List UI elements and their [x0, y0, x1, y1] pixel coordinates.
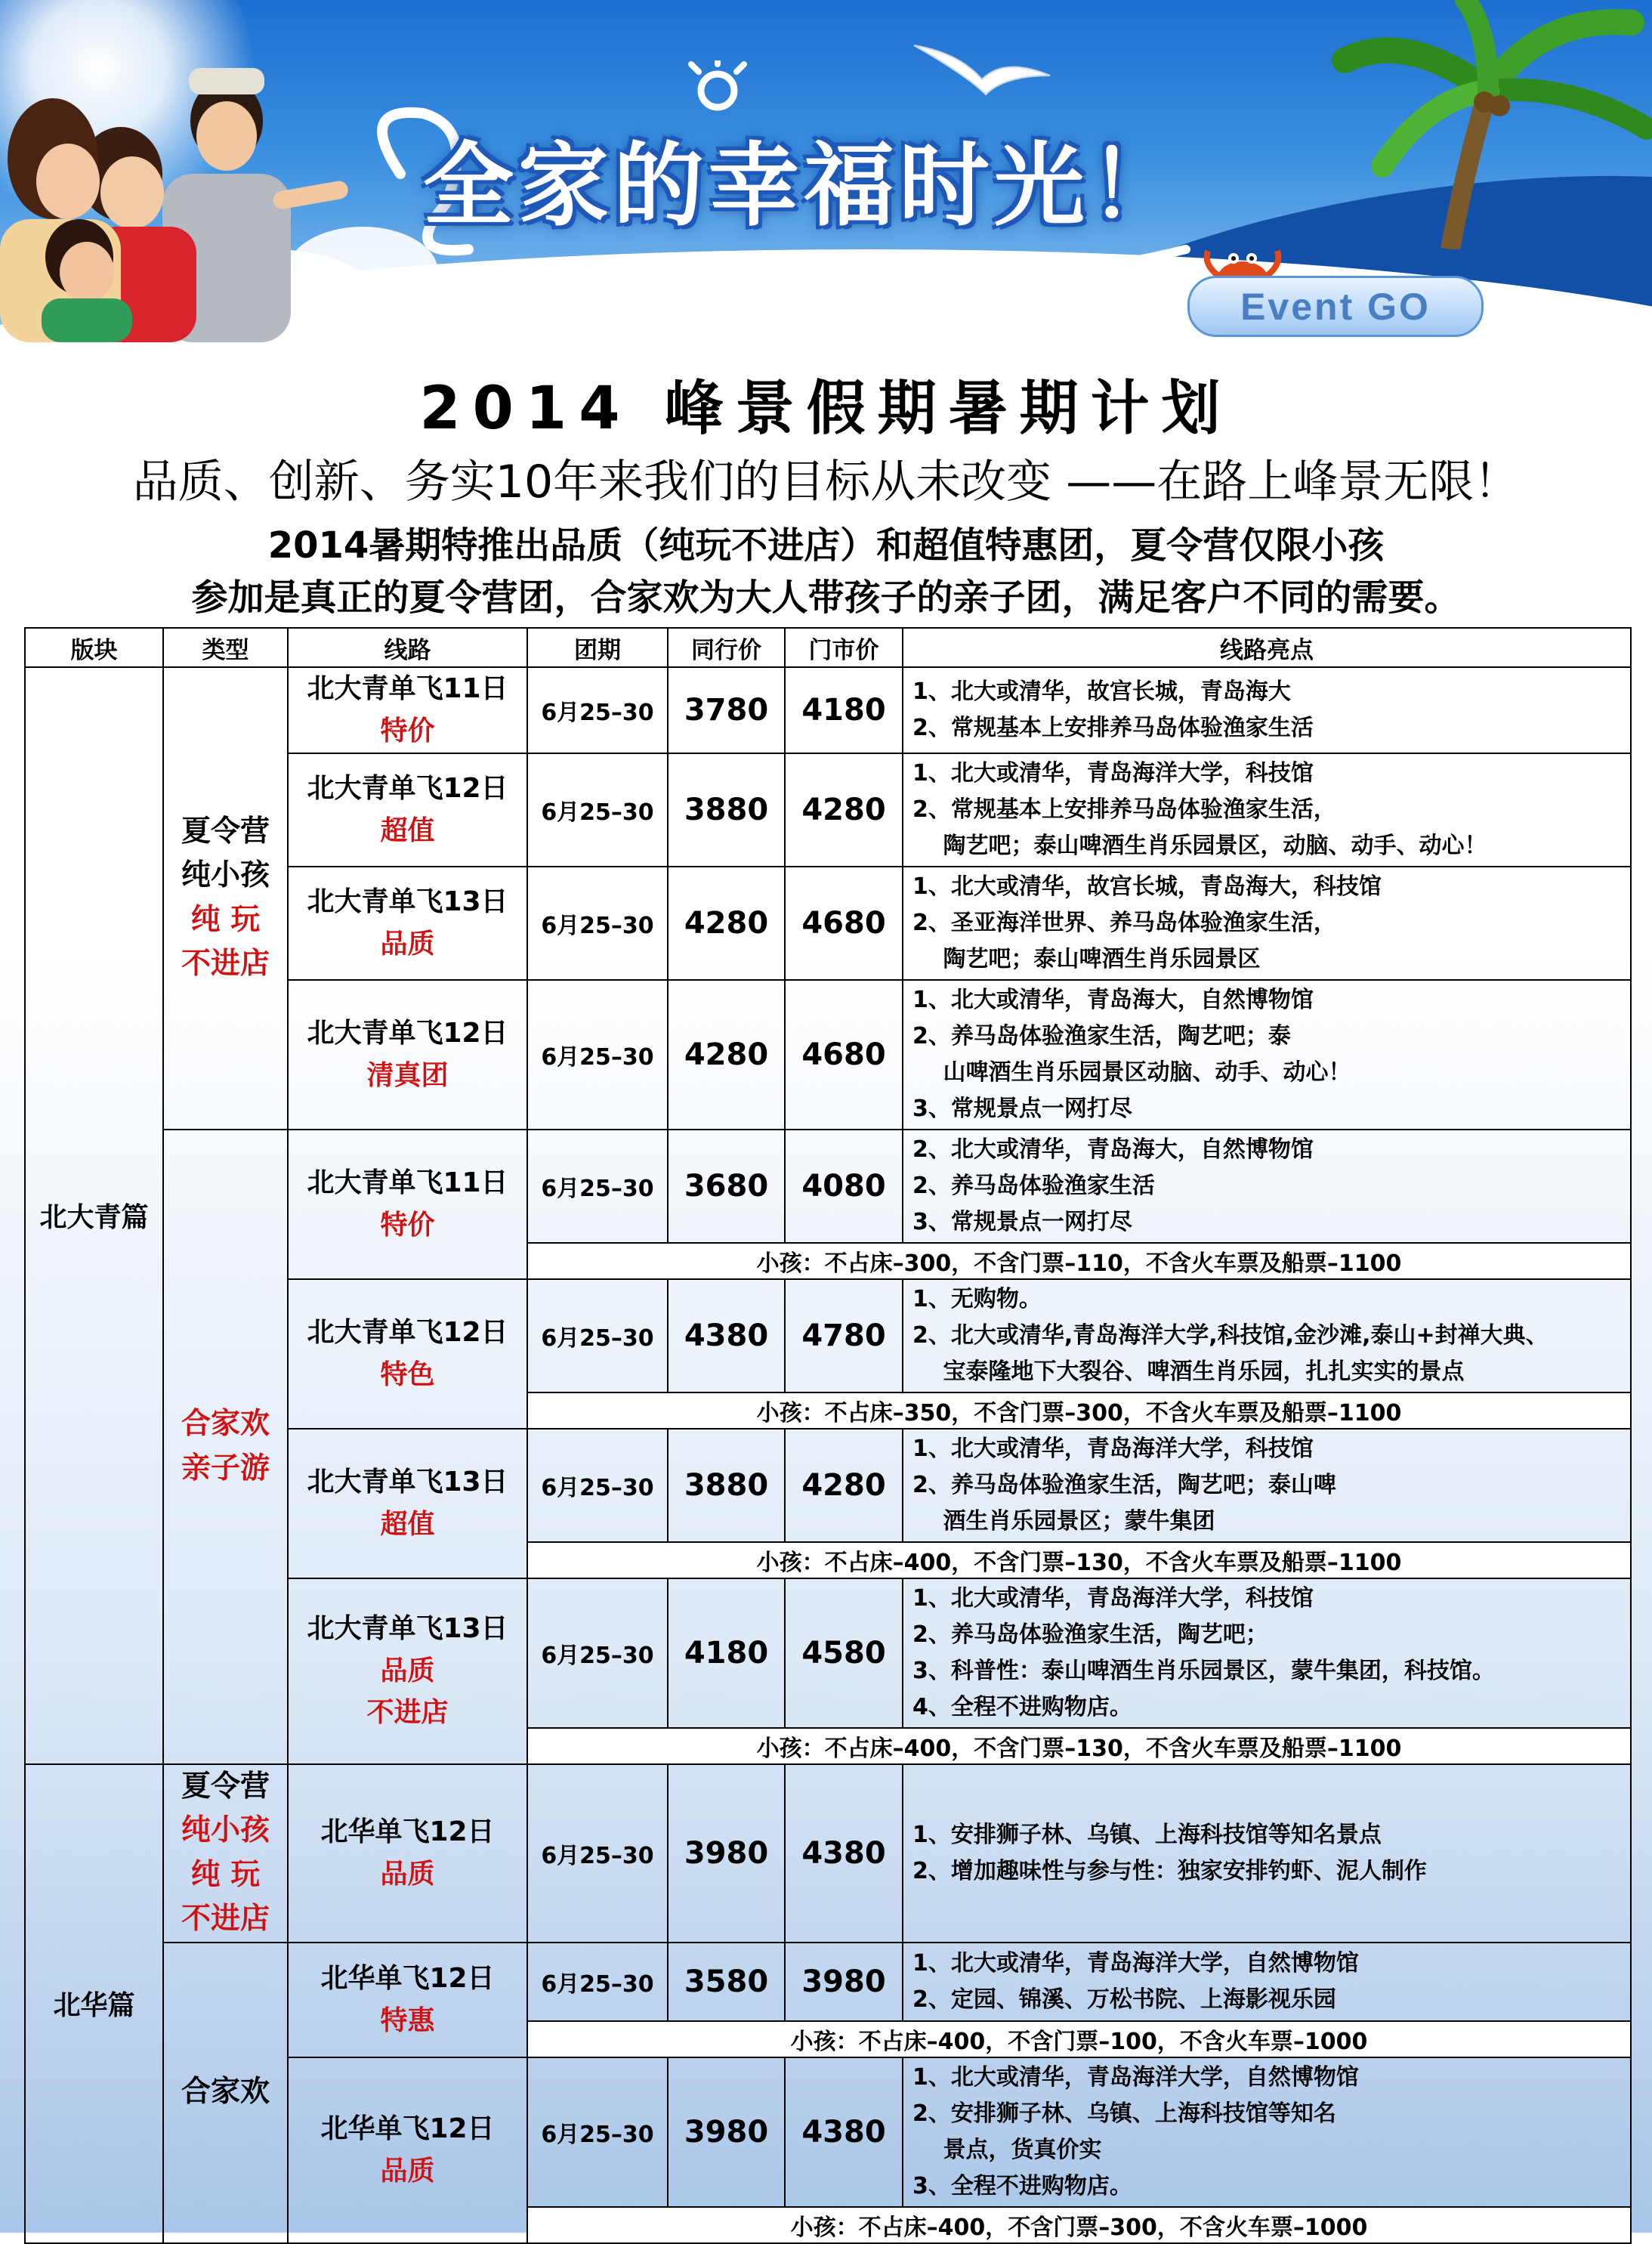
- child-price-note-text: 小孩：不占床–400，不含门票–130，不含火车票及船票–1100: [756, 1549, 1402, 1576]
- column-header: 线路: [288, 628, 527, 667]
- departure-date: 6月25–30: [541, 1043, 654, 1071]
- route-tag: 特价: [380, 715, 435, 746]
- highlight-line: 1、北大或清华，故宫长城，青岛海大，科技馆: [912, 873, 1382, 900]
- route-tag: 特色: [380, 1358, 435, 1390]
- departure-date: 6月25–30: [541, 2121, 654, 2148]
- highlight-line: 3、常规景点一网打尽: [912, 1095, 1132, 1122]
- child-price-note-text: 小孩：不占床–400，不含门票–300，不含火车票–1000: [790, 2214, 1368, 2241]
- column-header: 团期: [527, 628, 668, 667]
- highlight-line: 2、北大或清华,青岛海洋大学,科技馆,金沙滩,泰山+封禅大典、: [912, 1321, 1549, 1349]
- date-cell: [527, 1279, 668, 1392]
- section-name: 北华篇: [53, 1990, 135, 2022]
- intro-line-1: 2014暑期特推出品质（纯玩不进店）和超值特惠团，夏令营仅限小孩: [267, 524, 1385, 567]
- section-name: 北大青篇: [39, 1202, 149, 1234]
- date-cell: [527, 1429, 668, 1542]
- peer-price: 4180: [684, 1635, 769, 1671]
- route-name: 北华单飞12日: [320, 2113, 495, 2144]
- highlights-cell: [903, 667, 1631, 753]
- date-cell: [527, 1130, 668, 1243]
- peer-price-cell: [668, 1764, 785, 1943]
- highlights-cell: [903, 980, 1631, 1130]
- highlight-line: 2、养马岛体验渔家生活，陶艺吧；泰山啤: [912, 1471, 1336, 1498]
- highlight-line: 陶艺吧；泰山啤酒生肖乐园景区: [912, 945, 1261, 972]
- peer-price: 3880: [684, 1467, 769, 1503]
- family-illustration: [0, 30, 393, 342]
- route-cell: [288, 1429, 527, 1578]
- peer-price: 3980: [684, 1835, 769, 1871]
- child-price-note: [527, 1542, 1631, 1578]
- retail-price: 4280: [801, 1467, 886, 1503]
- departure-date: 6月25–30: [541, 799, 654, 826]
- route-tag: 品质: [380, 928, 435, 960]
- route-cell: [288, 1578, 527, 1764]
- highlight-line: 3、常规景点一网打尽: [912, 1208, 1132, 1235]
- route-cell: [288, 980, 527, 1130]
- route-name: 北大青单飞13日: [307, 1612, 508, 1644]
- route-tag: 超值: [380, 1508, 435, 1540]
- route-name: 北大青单飞12日: [307, 1017, 508, 1049]
- route-tag: 清真团: [366, 1059, 449, 1091]
- type-label: 合家欢: [181, 2075, 270, 2110]
- highlight-line: 2、常规基本上安排养马岛体验渔家生活，: [912, 796, 1336, 823]
- retail-price: 3980: [801, 1964, 886, 1999]
- departure-date: 6月25–30: [541, 1642, 654, 1669]
- retail-price: 4680: [801, 905, 886, 941]
- type-label-highlight: 合家欢: [181, 1407, 270, 1442]
- type-label: 纯小孩: [181, 858, 270, 893]
- header-banner: [0, 0, 1652, 342]
- route-tag: 品质: [380, 1655, 435, 1686]
- subtitle: 品质、创新、务实10年来我们的目标从未改变 ——在路上峰景无限！: [132, 456, 1520, 508]
- route-name: 北大青单飞11日: [307, 673, 508, 704]
- type-cell: [163, 667, 288, 1130]
- column-header: 线路亮点: [903, 628, 1631, 667]
- highlight-line: 1、北大或清华，青岛海洋大学，自然博物馆: [912, 1949, 1359, 1977]
- child-price-note: [527, 1728, 1631, 1764]
- highlight-line: 陶艺吧；泰山啤酒生肖乐园景区，动脑、动手、动心！: [912, 832, 1487, 859]
- table-row: [25, 1943, 1631, 2021]
- route-cell: [288, 1943, 527, 2057]
- highlight-line: 3、全程不进购物店。: [912, 2172, 1132, 2199]
- peer-price-cell: [668, 2057, 785, 2207]
- highlight-line: 2、北大或清华，青岛海大，自然博物馆: [912, 1136, 1314, 1163]
- intro-line-2: 参加是真正的夏令营团，合家欢为大人带孩子的亲子团，满足客户不同的需要。: [191, 576, 1461, 619]
- type-label-highlight: 不进店: [181, 947, 270, 981]
- highlights-cell: [903, 1130, 1631, 1243]
- column-header: 门市价: [785, 628, 903, 667]
- retail-price: 4780: [801, 1318, 886, 1353]
- column-header: 同行价: [668, 628, 785, 667]
- type-label: 夏令营: [181, 1769, 270, 1804]
- retail-price-cell: [785, 1764, 903, 1943]
- peer-price: 3580: [684, 1964, 769, 1999]
- peer-price-cell: [668, 667, 785, 753]
- highlights-cell: [903, 1943, 1631, 2021]
- highlight-line: 1、安排狮子林、乌镇、上海科技馆等知名景点: [912, 1821, 1382, 1848]
- retail-price: 4080: [801, 1168, 886, 1204]
- section-cell: [25, 1764, 163, 2243]
- highlight-line: 山啤酒生肖乐园景区动脑、动手、动心！: [912, 1059, 1351, 1086]
- retail-price: 4680: [801, 1037, 886, 1072]
- highlight-line: 2、增加趣味性与参与性：独家安排钓虾、泥人制作: [912, 1857, 1427, 1884]
- event-go-badge: Event GO: [1187, 276, 1484, 337]
- highlight-line: 1、北大或清华，青岛海洋大学，自然博物馆: [912, 2063, 1359, 2091]
- departure-date: 6月25–30: [541, 699, 654, 726]
- route-cell: [288, 867, 527, 980]
- route-tag: 品质: [380, 2155, 435, 2187]
- itinerary-table: [24, 627, 1632, 2244]
- retail-price-cell: [785, 1943, 903, 2021]
- child-price-note: [527, 2207, 1631, 2243]
- table-row: [25, 1764, 1631, 1943]
- peer-price-cell: [668, 867, 785, 980]
- type-label-highlight: 亲子游: [181, 1451, 270, 1485]
- highlights-cell: [903, 1429, 1631, 1542]
- highlight-line: 2、常规基本上安排养马岛体验渔家生活: [912, 714, 1314, 741]
- highlight-line: 1、北大或清华，青岛海洋大学，科技馆: [912, 1435, 1314, 1462]
- type-label-highlight: 不进店: [181, 1902, 270, 1936]
- highlights-cell: [903, 1279, 1631, 1392]
- peer-price-cell: [668, 1578, 785, 1728]
- date-cell: [527, 867, 668, 980]
- route-name: 北大青单飞12日: [307, 772, 508, 804]
- route-tag: 特价: [380, 1209, 435, 1241]
- retail-price-cell: [785, 1429, 903, 1542]
- child-price-note-text: 小孩：不占床–300，不含门票–110，不含火车票及船票–1100: [756, 1250, 1402, 1277]
- highlight-line: 1、北大或清华，青岛海大，自然博物馆: [912, 986, 1314, 1013]
- peer-price: 3980: [684, 2114, 769, 2150]
- peer-price: 3880: [684, 792, 769, 827]
- table-row: [25, 1130, 1631, 1243]
- palm-tree-illustration: [1314, 0, 1652, 249]
- route-name: 北华单飞12日: [320, 1962, 495, 1994]
- highlights-cell: [903, 867, 1631, 980]
- type-label-highlight: 纯小孩: [181, 1813, 270, 1848]
- highlights-cell: [903, 1764, 1631, 1943]
- peer-price: 3780: [684, 692, 769, 728]
- highlight-line: 景点，货真价实: [912, 2136, 1102, 2163]
- highlight-line: 宝泰隆地下大裂谷、啤酒生肖乐园，扎扎实实的景点: [912, 1358, 1465, 1385]
- column-header: 类型: [163, 628, 288, 667]
- retail-price: 4380: [801, 1835, 886, 1871]
- table-row: [25, 667, 1631, 753]
- route-cell: [288, 2057, 527, 2243]
- type-label-highlight: 纯 玩: [190, 1857, 261, 1892]
- highlight-line: 3、科普性：泰山啤酒生肖乐园景区，蒙牛集团，科技馆。: [912, 1657, 1495, 1684]
- type-cell: [163, 1764, 288, 1943]
- highlight-line: 2、养马岛体验渔家生活，陶艺吧；: [912, 1621, 1268, 1648]
- peer-price: 4280: [684, 905, 769, 941]
- column-header: 版块: [25, 628, 163, 667]
- child-price-note: [527, 2021, 1631, 2057]
- type-cell: [163, 1130, 288, 1764]
- route-name: 北大青单飞12日: [307, 1316, 508, 1348]
- retail-price: 4380: [801, 2114, 886, 2150]
- highlight-line: 酒生肖乐园景区；蒙牛集团: [912, 1507, 1215, 1535]
- peer-price-cell: [668, 1943, 785, 2021]
- date-cell: [527, 2057, 668, 2207]
- child-price-note: [527, 1243, 1631, 1279]
- retail-price-cell: [785, 2057, 903, 2207]
- highlight-line: 2、养马岛体验渔家生活: [912, 1172, 1155, 1199]
- highlight-line: 2、安排狮子林、乌镇、上海科技馆等知名: [912, 2100, 1336, 2127]
- highlight-line: 4、全程不进购物店。: [912, 1693, 1132, 1720]
- route-name: 北华单飞12日: [320, 1816, 495, 1847]
- retail-price-cell: [785, 1578, 903, 1728]
- highlights-cell: [903, 1578, 1631, 1728]
- route-tag: 特惠: [380, 2004, 435, 2036]
- route-name: 北大青单飞13日: [307, 886, 508, 917]
- peer-price-cell: [668, 1130, 785, 1243]
- banner-slogan: 全家的幸福时光！: [423, 134, 1184, 239]
- departure-date: 6月25–30: [541, 912, 654, 939]
- highlight-line: 1、无购物。: [912, 1285, 1042, 1312]
- date-cell: [527, 980, 668, 1130]
- peer-price-cell: [668, 1429, 785, 1542]
- retail-price: 4180: [801, 692, 886, 728]
- page-title: 2014 峰景假期暑期计划: [419, 375, 1233, 443]
- peer-price: 4380: [684, 1318, 769, 1353]
- route-cell: [288, 753, 527, 867]
- highlights-cell: [903, 753, 1631, 867]
- departure-date: 6月25–30: [541, 1970, 654, 1998]
- departure-date: 6月25–30: [541, 1474, 654, 1501]
- route-name: 北大青单飞11日: [307, 1167, 508, 1198]
- route-tag: 不进店: [366, 1697, 449, 1729]
- table-header-row: [25, 628, 1631, 667]
- child-price-note-text: 小孩：不占床–400，不含门票–100，不含火车票–1000: [790, 2028, 1368, 2055]
- departure-date: 6月25–30: [541, 1842, 654, 1869]
- type-label-highlight: 纯 玩: [190, 902, 261, 937]
- route-cell: [288, 1130, 527, 1279]
- departure-date: 6月25–30: [541, 1175, 654, 1202]
- retail-price: 4280: [801, 792, 886, 827]
- peer-price: 3680: [684, 1168, 769, 1204]
- date-cell: [527, 1764, 668, 1943]
- retail-price-cell: [785, 667, 903, 753]
- highlight-line: 1、北大或清华，故宫长城，青岛海大: [912, 678, 1291, 705]
- retail-price-cell: [785, 753, 903, 867]
- highlight-line: 1、北大或清华，青岛海洋大学，科技馆: [912, 1584, 1314, 1612]
- route-cell: [288, 1279, 527, 1429]
- child-price-note: [527, 1392, 1631, 1429]
- retail-price-cell: [785, 1279, 903, 1392]
- retail-price-cell: [785, 1130, 903, 1243]
- section-cell: [25, 667, 163, 1764]
- child-price-note-text: 小孩：不占床–350，不含门票–300，不含火车票及船票–1100: [756, 1399, 1402, 1426]
- date-cell: [527, 1943, 668, 2021]
- date-cell: [527, 753, 668, 867]
- peer-price: 4280: [684, 1037, 769, 1072]
- highlight-line: 2、定园、锦溪、万松书院、上海影视乐园: [912, 1986, 1336, 2013]
- route-tag: 品质: [380, 1858, 435, 1890]
- highlight-line: 1、北大或清华，青岛海洋大学，科技馆: [912, 759, 1314, 787]
- peer-price-cell: [668, 753, 785, 867]
- departure-date: 6月25–30: [541, 1324, 654, 1352]
- type-cell: [163, 1943, 288, 2243]
- date-cell: [527, 1578, 668, 1728]
- child-price-note-text: 小孩：不占床–400，不含门票–130，不含火车票及船票–1100: [756, 1735, 1402, 1762]
- retail-price-cell: [785, 867, 903, 980]
- retail-price-cell: [785, 980, 903, 1130]
- route-cell: [288, 667, 527, 753]
- peer-price-cell: [668, 1279, 785, 1392]
- highlight-line: 2、圣亚海洋世界、养马岛体验渔家生活，: [912, 909, 1336, 936]
- date-cell: [527, 667, 668, 753]
- route-tag: 超值: [380, 814, 435, 846]
- type-label: 夏令营: [181, 814, 270, 848]
- route-name: 北大青单飞13日: [307, 1466, 508, 1498]
- highlight-line: 2、养马岛体验渔家生活，陶艺吧；泰: [912, 1022, 1291, 1049]
- highlights-cell: [903, 2057, 1631, 2207]
- retail-price: 4580: [801, 1635, 886, 1671]
- peer-price-cell: [668, 980, 785, 1130]
- route-cell: [288, 1764, 527, 1943]
